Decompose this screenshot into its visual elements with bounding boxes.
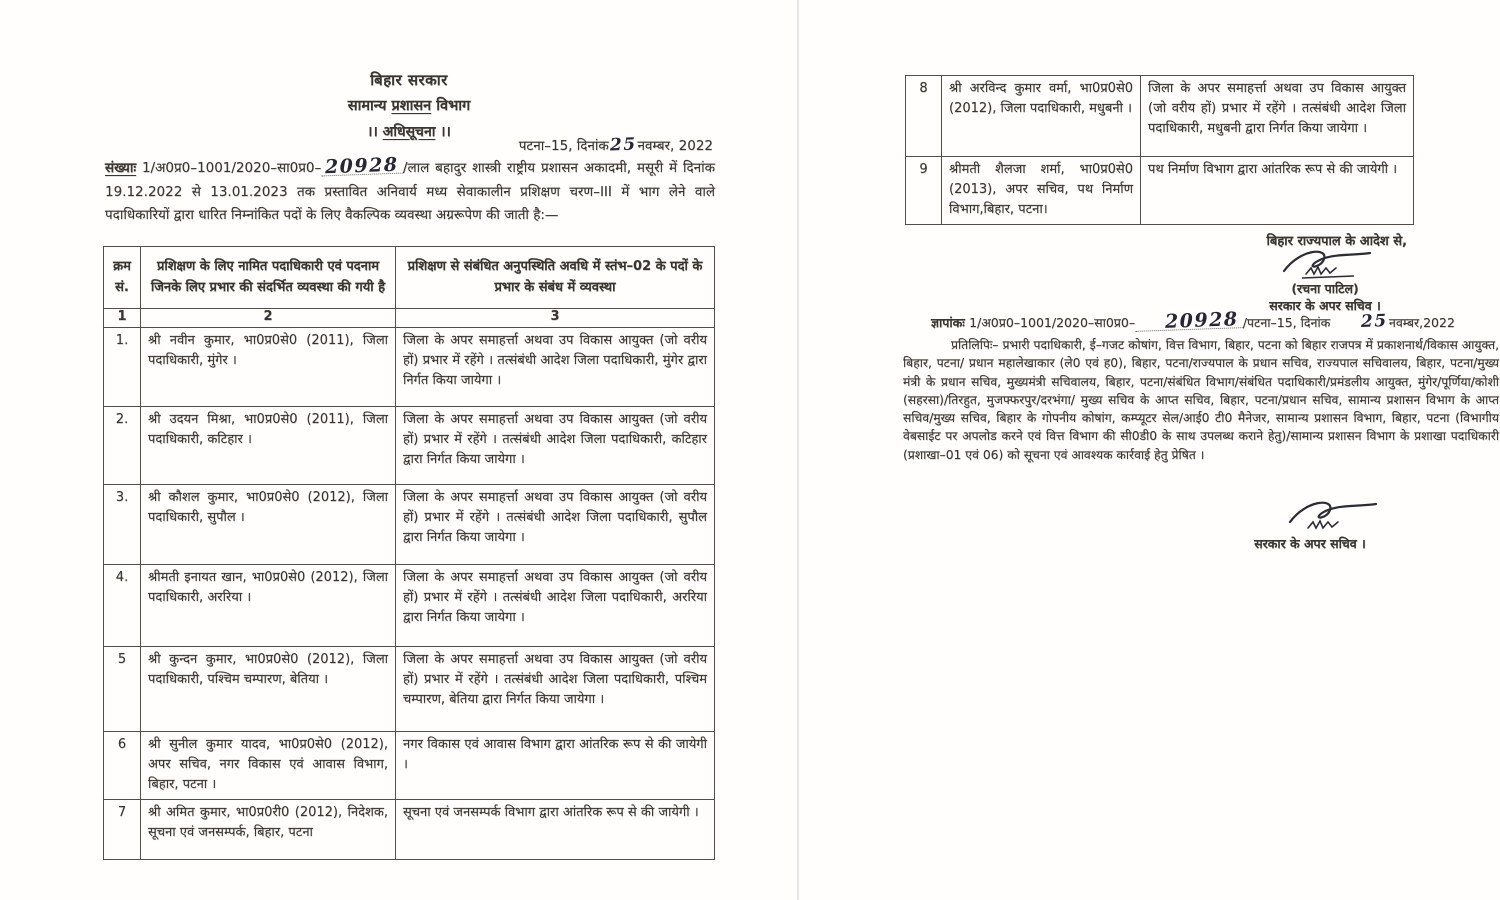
header-arrangement: प्रशिक्षण से संबंधित अनुपस्थिति अवधि में स्तंभ–02 के पदों के प्रभार के संबंध में व्यवस्था: [396, 247, 715, 309]
copy-distribution-paragraph: प्रतिलिपिः– प्रभारी पदाधिकारी, ई–गजट कोषांग, वित्त विभाग, बिहार, पटना को बिहार राजपत्र में प्रकाशनार्थ/विकास आयुक्त, बिहार, पटना/ प्रधान महालेखाकार (ले0 एवं ह0), बिहार, पटना/राज्यपाल के प्रधान सचिव, राज्यपाल सचिवालय, बिहार, पटना/मुख्य मंत्री के प्रधान सचिव, मुख्यमंत्री सचिवालय, बिहार, पटना/संबंधित विभाग/संबंधित पदाधिकारी/प्रमंडलीय आयुक्त, मुंगेर/पूर्णिया/कोशी (सहरसा)/तिरहुत, मुजफ्फरपुर/दरभंगा/ मुख्य सचिव के आप्त सचिव, बिहार, पटना/प्रधान सचिव, सामान्य प्रशासन विभाग के आप्त सचिव/मुख्य सचिव, बिहार के गोपनीय कोषांग, कम्प्यूटर सेल/आई0 टी0 मैनेजर, सामान्य प्रशासन विभाग, बिहार, पटना (विभागीय वेबसाईट पर अपलोड करने एवं वित्त विभाग की सी0डी0 के साथ उपलब्ध कराने हेतु)/सामान्य प्रशासन विभाग के प्रशाखा पदाधिकारी (प्रशाखा–01 एवं 06) को सूचना एवं आवश्यक कार्रवाई हेतु प्रेषित ।: [903, 338, 1499, 462]
serial-cell: 1.: [104, 328, 141, 407]
reference-paragraph: संख्याः 1/अ0प्र0–1001/2020–सा0प्र0– 20928 /लाल बहादुर शास्त्री राष्ट्रीय प्रशासन अकादमी, मसूरी में दिनांक 19.12.2022 से 13.01.2023 तक प्रस्तावित अनिवार्य मध्य सेवाकालीन प्रशिक्षण चरण–III में भाग लेने वाले पदाधिकारियों द्वारा धारित निम्नांकित पदों के लिए वैकल्पिक व्यवस्था अग्ररूपेण की जाती है:—: [105, 153, 715, 223]
column-number-row: [104, 309, 715, 328]
handwritten-letter-number: 20928: [321, 158, 403, 177]
table-row: [104, 485, 715, 565]
serial-cell: 4.: [104, 565, 141, 647]
serial-cell: 2.: [104, 407, 141, 485]
officer-cell: श्री सुनील कुमार यादव, भा0प्र0से0 (2012), अपर सचिव, नगर विकास एवं आवास विभाग, बिहार, पटना ।: [141, 732, 396, 800]
arrangement-cell: जिला के अपर समाहर्त्ता अथवा उप विकास आयुक्त (जो वरीय हों) प्रभार में रहेंगे । तत्संबंधी आदेश जिला पदाधिकारी, कटिहार द्वारा निर्गत किया जायेगा ।: [396, 407, 715, 485]
header-officer: प्रशिक्षण के लिए नामित पदाधिकारी एवं पदनाम जिनके लिए प्रभार की संदर्भित व्यवस्था की गयी है: [141, 247, 396, 309]
serial-cell: 8: [906, 76, 942, 157]
serial-cell: 7: [104, 800, 141, 860]
signatory-title: सरकार के अपर सचिव ।: [1269, 298, 1381, 313]
place-date-line: पटना–15, दिनांक25नवम्बर, 2022: [518, 134, 713, 156]
signature-image-2: [1272, 496, 1392, 540]
document-header: [105, 70, 713, 141]
officer-cell: श्री कुन्दन कुमार, भा0प्र0से0 (2012), जिला पदाधिकारी, पश्चिम चम्पारण, बेतिया ।: [141, 647, 396, 732]
arrangement-cell: जिला के अपर समाहर्त्ता अथवा उप विकास आयुक्त (जो वरीय हों) प्रभार में रहेंगे । तत्संबंधी आदेश जिला पदाधिकारी, मधुबनी द्वारा निर्गत किया जायेगा ।: [1141, 76, 1414, 157]
memo-number-line: ज्ञापांकः 1/अ0प्र0–1001/2020–सा0प्र0– 20928 /पटना–15, दिनांक 25नवम्बर,2022: [931, 308, 1455, 333]
officer-cell: श्री उदयन मिश्रा, भा0प्र0से0 (2011), जिला पदाधिकारी, कटिहार ।: [141, 407, 396, 485]
serial-cell: 5: [104, 647, 141, 732]
header-serial: क्रम सं.: [104, 247, 141, 309]
signature-squiggle-icon: [1280, 496, 1384, 536]
handwritten-day: 25: [1360, 311, 1389, 333]
arrangement-cell: पथ निर्माण विभाग द्वारा आंतरिक रूप से की जायेगी ।: [1141, 157, 1414, 225]
officer-cell: श्री अरविन्द कुमार वर्मा, भा0प्र0से0 (2012), जिला पदाधिकारी, मधुबनी ।: [942, 76, 1141, 157]
signature-squiggle-icon: [1276, 247, 1380, 283]
notification-heading: ।। अधिसूचना ।।: [367, 124, 451, 140]
arrangement-cell: सूचना एवं जनसम्पर्क विभाग द्वारा आंतरिक रूप से की जायेगी ।: [396, 800, 715, 860]
table-row: [104, 647, 715, 732]
table-row: [104, 328, 715, 407]
government-title: बिहार सरकार: [370, 71, 448, 89]
table-row: [906, 76, 1414, 157]
page-divider: [797, 0, 799, 900]
arrangement-cell: नगर विकास एवं आवास विभाग द्वारा आंतरिक रूप से की जायेगी ।: [396, 732, 715, 800]
officer-cell: श्रीमती शैलजा शर्मा, भा0प्र0से0 (2013), अपर सचिव, पथ निर्माण विभाग,बिहार, पटना।: [942, 157, 1141, 225]
arrangement-cell: जिला के अपर समाहर्त्ता अथवा उप विकास आयुक्त (जो वरीय हों) प्रभार में रहेंगे । तत्संबंधी आदेश जिला पदाधिकारी, पश्चिम चम्पारण, बेतिया द्वारा निर्गत किया जायेगा ।: [396, 647, 715, 732]
memo-label: ज्ञापांकः: [931, 315, 970, 330]
table-row: [104, 800, 715, 860]
serial-cell: 6: [104, 732, 141, 800]
table-row: [104, 732, 715, 800]
ref-number-label: संख्याः: [105, 160, 137, 176]
by-order-line: बिहार राज्यपाल के आदेश से,: [1266, 234, 1407, 249]
signatory-name: (रचना पाटिल): [1291, 281, 1359, 296]
serial-cell: 3.: [104, 485, 141, 565]
page-right: [800, 0, 1500, 900]
table-row: [104, 407, 715, 485]
table-row: [104, 565, 715, 647]
officers-table-page1: [103, 246, 715, 860]
table-header-row: [104, 247, 715, 309]
handwritten-day: 25: [609, 134, 637, 156]
officer-cell: श्री कौशल कुमार, भा0प्र0से0 (2012), जिला पदाधिकारी, सुपौल ।: [141, 485, 396, 565]
colnum-2: 2: [141, 309, 396, 328]
handwritten-letter-number: 20928: [1135, 312, 1243, 332]
officer-cell: श्री अमित कुमार, भा0प्र0री0 (2012), निदेशक, सूचना एवं जनसम्पर्क, बिहार, पटना: [141, 800, 396, 860]
arrangement-cell: जिला के अपर समाहर्त्ता अथवा उप विकास आयुक्त (जो वरीय हों) प्रभार में रहेंगे । तत्संबंधी आदेश जिला पदाधिकारी, सुपौल द्वारा निर्गत किया जायेगा ।: [396, 485, 715, 565]
officer-cell: श्रीमती इनायत खान, भा0प्र0से0 (2012), जिला पदाधिकारी, अररिया ।: [141, 565, 396, 647]
arrangement-cell: जिला के अपर समाहर्त्ता अथवा उप विकास आयुक्त (जो वरीय हों) प्रभार में रहेंगे । तत्संबंधी आदेश जिला पदाधिकारी, अररिया द्वारा निर्गत किया जायेगा ।: [396, 565, 715, 647]
department-title: सामान्य प्रशासन विभाग: [347, 98, 471, 114]
colnum-1: 1: [104, 309, 141, 328]
officer-cell: श्री नवीन कुमार, भा0प्र0से0 (2011), जिला पदाधिकारी, मुंगेर ।: [141, 328, 396, 407]
officers-table-page2: [905, 75, 1414, 225]
signatory2-title: सरकार के अपर सचिव ।: [1254, 536, 1366, 551]
table-row: [906, 157, 1414, 225]
serial-cell: 9: [906, 157, 942, 225]
colnum-3: 3: [396, 309, 715, 328]
arrangement-cell: जिला के अपर समाहर्त्ता अथवा उप विकास आयुक्त (जो वरीय हों) प्रभार में रहेंगे । तत्संबंधी आदेश जिला पदाधिकारी, मुंगेर द्वारा निर्गत किया जायेगा ।: [396, 328, 715, 407]
